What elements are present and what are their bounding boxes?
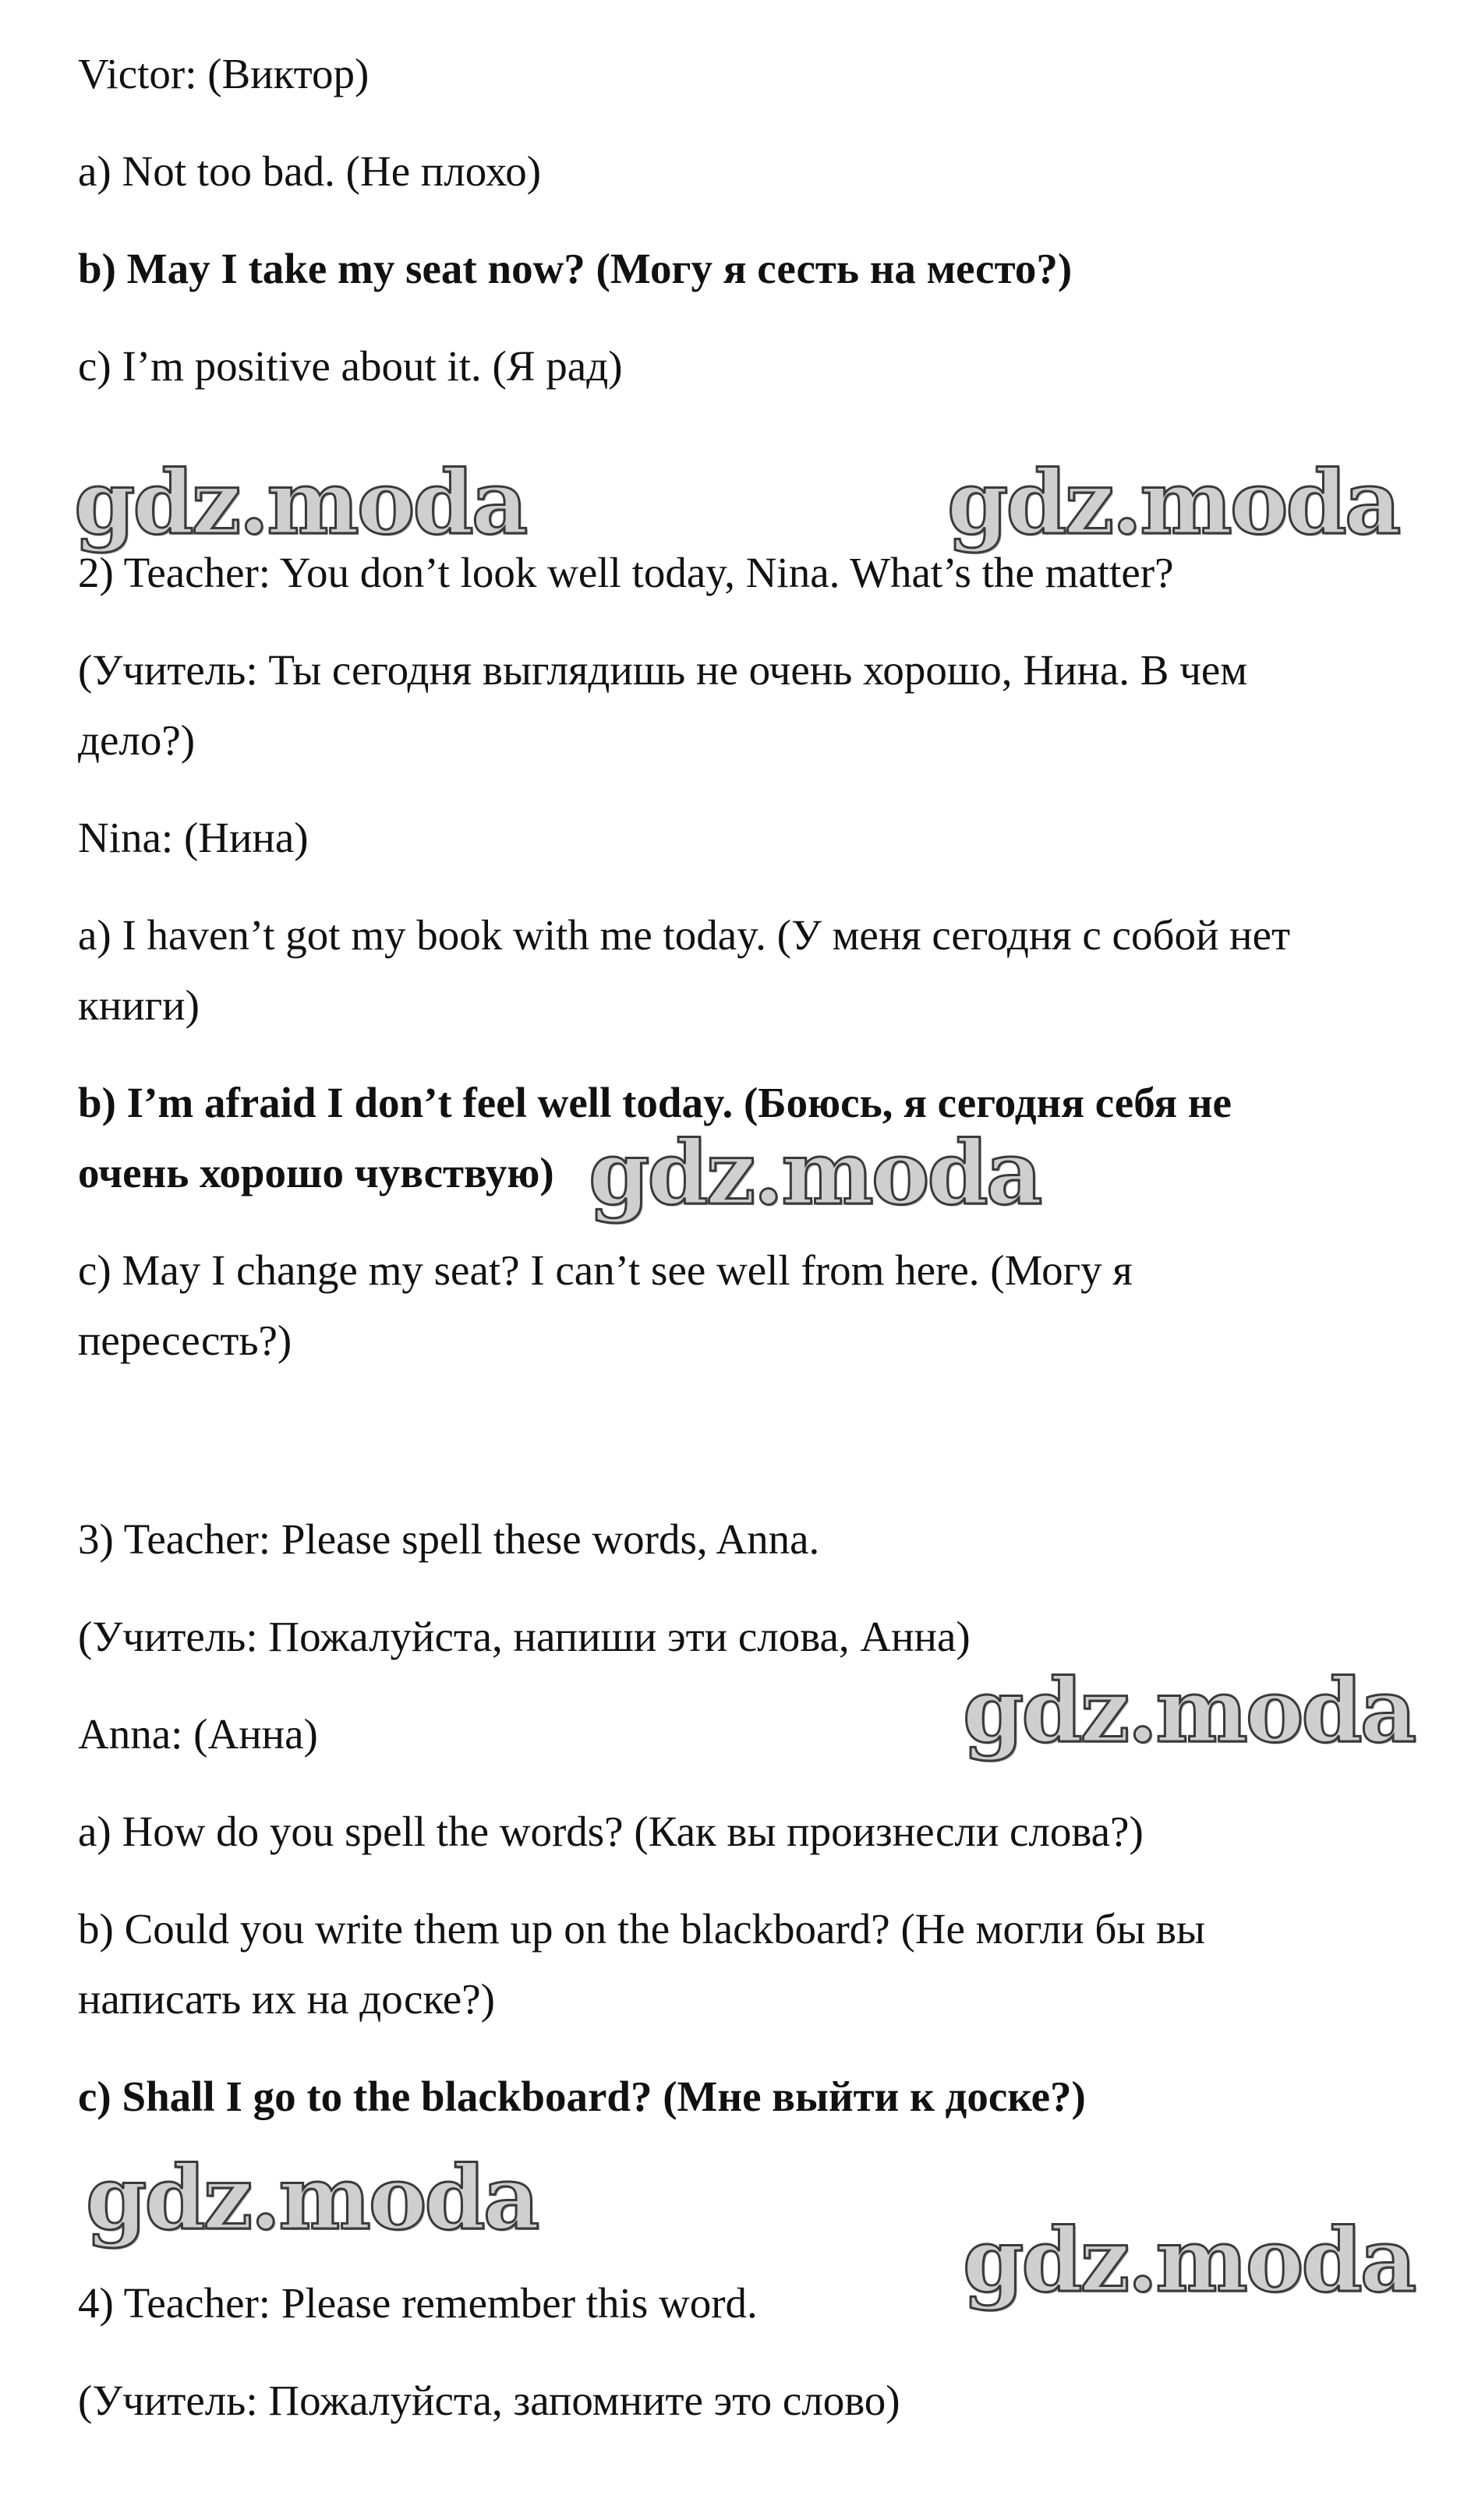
text-line: книги) <box>78 981 200 1029</box>
question-line: 3) Teacher: Please spell these words, Anna. <box>78 1515 820 1563</box>
text-line: (Учитель: Пожалуйста, запомните это слово) <box>78 2377 900 2424</box>
watermark-logo: gdz.moda <box>86 2147 538 2250</box>
answer-line: b) May I take my seat now? (Могу я сесть на место?) <box>78 245 1073 292</box>
watermark-logo: gdz.moda <box>74 452 526 554</box>
text-line: c) I’m positive about it. (Я рад) <box>78 342 623 390</box>
answer-line: очень хорошо чувствую) <box>78 1149 554 1196</box>
text-line: Nina: (Нина) <box>78 814 309 861</box>
question-line: 2) Teacher: You don’t look well today, Nina. What’s the matter? <box>78 549 1174 596</box>
watermark-logo: gdz.moda <box>589 1122 1041 1225</box>
watermark-logo: gdz.moda <box>947 452 1399 554</box>
text-line: Anna: (Анна) <box>78 1710 318 1758</box>
text-line: написать их на доске?) <box>78 1975 495 2023</box>
answer-line: b) I’m afraid I don’t feel well today. (Боюсь, я сегодня себя не <box>78 1079 1232 1126</box>
answer-line: c) Shall I go to the blackboard? (Мне выйти к доске?) <box>78 2073 1086 2120</box>
watermark-logo: gdz.moda <box>963 1660 1415 1762</box>
question-line: 4) Teacher: Please remember this word. <box>78 2279 758 2327</box>
text-line: (Учитель: Ты сегодня выглядишь не очень хорошо, Нина. В чем <box>78 646 1248 694</box>
text-line: a) I haven’t got my book with me today. (У меня сегодня с собой нет <box>78 911 1291 959</box>
text-line: c) May I change my seat? I can’t see well from here. (Могу я <box>78 1246 1133 1294</box>
text-line: a) Not too bad. (Не плохо) <box>78 147 542 195</box>
text-line: пересесть?) <box>78 1317 292 1364</box>
text-line: Victor: (Виктор) <box>78 50 370 97</box>
text-line: a) How do you spell the words? (Как вы произнесли слова?) <box>78 1808 1144 1855</box>
text-line: b) Could you write them up on the blackboard? (Не могли бы вы <box>78 1905 1205 1953</box>
text-line: дело?) <box>78 716 196 764</box>
text-line: (Учитель: Пожалуйста, напиши эти слова, Анна) <box>78 1613 971 1660</box>
watermark-logo: gdz.moda <box>963 2210 1415 2312</box>
